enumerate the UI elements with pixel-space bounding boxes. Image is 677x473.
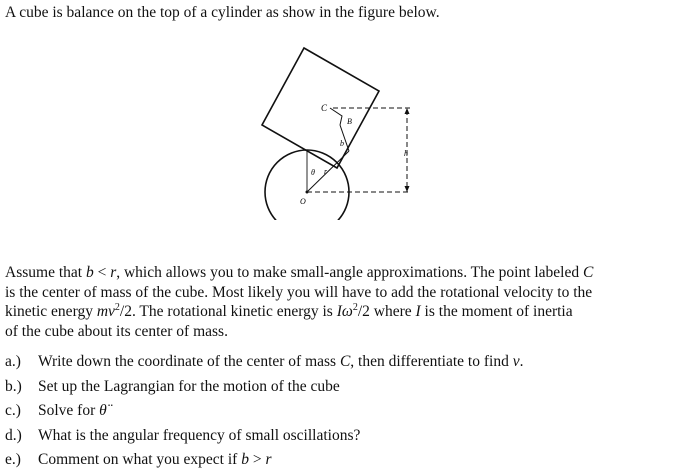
h-arrow-bottom (405, 186, 410, 192)
paragraph-line-2: is the center of mass of the cube. Most likely you will have to add the rotational velocity to the (5, 283, 593, 301)
question-e (5, 448, 667, 473)
question-text: Write down the coordinate of the center of mass C, then differentiate to find v. (38, 353, 524, 370)
label-b-lower: b (340, 139, 344, 148)
paragraph-line-1: Assume that b < r, which allows you to make small-angle approximations. The point labeled C (5, 264, 594, 281)
paragraph-line-4: of the cube about its center of mass. (5, 322, 228, 340)
paragraph-line-3: kinetic energy $mv^2/2$. The rotational kinetic energy is $I\omega^2/2$ where I is the moment of inertia (5, 301, 573, 320)
label-theta: θ (311, 168, 315, 177)
c-to-b-segment (330, 108, 342, 125)
h-arrow-top (405, 108, 410, 114)
problem-intro: A cube is balance on the top of a cylinder as show in the figure below. (5, 4, 440, 21)
question-label: e.) (5, 451, 21, 468)
question-text: What is the angular frequency of small oscillations? (38, 426, 361, 444)
question-list (5, 350, 667, 473)
question-label: d.) (5, 426, 22, 444)
question-a (5, 350, 667, 375)
label-b-upper: B (347, 117, 352, 126)
question-label: c.) (5, 402, 21, 419)
label-h: h (404, 149, 408, 158)
question-label: b.) (5, 377, 22, 395)
question-c (5, 399, 667, 424)
label-o: O (300, 197, 306, 206)
question-text: Solve for θ̈ (38, 402, 107, 419)
question-d (5, 424, 667, 449)
label-r: r (324, 167, 328, 176)
assumption-paragraph (5, 263, 667, 341)
cube-cylinder-figure (255, 40, 430, 220)
question-label: a.) (5, 353, 21, 370)
question-text: Set up the Lagrangian for the motion of the cube (38, 377, 340, 395)
question-text: Comment on what you expect if b > r (38, 451, 272, 468)
question-b (5, 375, 667, 400)
label-c: C (321, 103, 328, 113)
